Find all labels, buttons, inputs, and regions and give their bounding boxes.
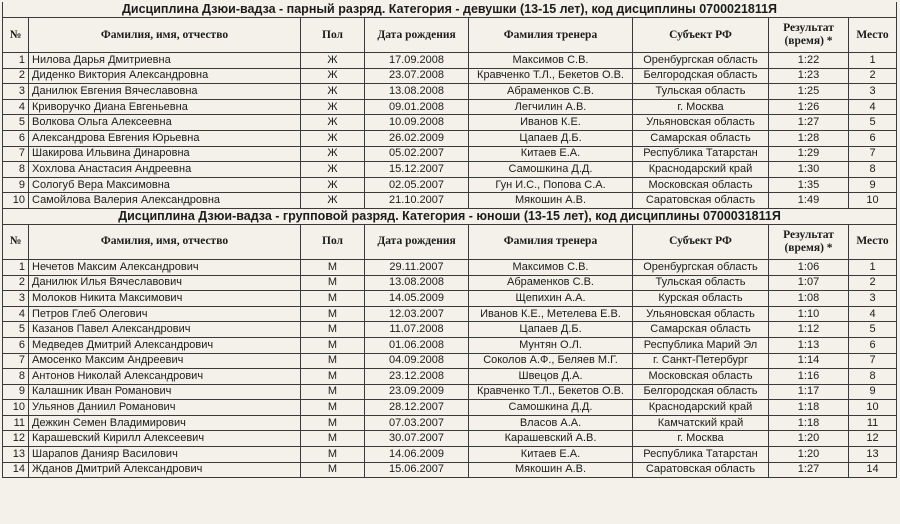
cell-coach-name: Карашевский А.В.	[469, 431, 633, 447]
results-sheet	[2, 2, 896, 478]
header-row	[3, 18, 897, 53]
table-row	[3, 431, 897, 447]
cell-result-time: 1:08	[769, 291, 849, 307]
table-row	[3, 259, 897, 275]
cell-gender: М	[301, 306, 365, 322]
table-row	[3, 415, 897, 431]
cell-place: 4	[849, 306, 897, 322]
column-header-region: Субъект РФ	[633, 224, 769, 259]
cell-row-number: 7	[3, 146, 29, 162]
cell-birth-date: 28.12.2007	[365, 400, 469, 416]
cell-gender: Ж	[301, 53, 365, 69]
cell-gender: М	[301, 384, 365, 400]
cell-athlete-name: Жданов Дмитрий Александрович	[29, 462, 301, 478]
table-row	[3, 115, 897, 131]
cell-gender: Ж	[301, 130, 365, 146]
cell-region: Тульская область	[633, 275, 769, 291]
cell-gender: М	[301, 431, 365, 447]
cell-coach-name: Гун И.С., Попова С.А.	[469, 177, 633, 193]
cell-birth-date: 09.01.2008	[365, 99, 469, 115]
cell-birth-date: 04.09.2008	[365, 353, 469, 369]
cell-place: 9	[849, 384, 897, 400]
cell-athlete-name: Петров Глеб Олегович	[29, 306, 301, 322]
column-header-gender: Пол	[301, 18, 365, 53]
cell-athlete-name: Нечетов Максим Александрович	[29, 259, 301, 275]
table-row	[3, 447, 897, 463]
cell-coach-name: Абраменков С.В.	[469, 84, 633, 100]
cell-region: Краснодарский край	[633, 162, 769, 178]
cell-result-time: 1:20	[769, 431, 849, 447]
cell-row-number: 8	[3, 162, 29, 178]
cell-athlete-name: Данилюк Илья Вячеславович	[29, 275, 301, 291]
cell-gender: М	[301, 353, 365, 369]
column-header-place: Место	[849, 18, 897, 53]
cell-gender: Ж	[301, 84, 365, 100]
cell-place: 8	[849, 162, 897, 178]
cell-result-time: 1:18	[769, 415, 849, 431]
cell-coach-name: Цапаев Д.Б.	[469, 322, 633, 338]
cell-gender: Ж	[301, 99, 365, 115]
cell-coach-name: Легчилин А.В.	[469, 99, 633, 115]
cell-birth-date: 11.07.2008	[365, 322, 469, 338]
cell-row-number: 2	[3, 68, 29, 84]
cell-result-time: 1:20	[769, 447, 849, 463]
section-title-row	[3, 208, 897, 224]
cell-gender: М	[301, 415, 365, 431]
cell-gender: Ж	[301, 193, 365, 209]
cell-region: Самарская область	[633, 130, 769, 146]
cell-gender: Ж	[301, 115, 365, 131]
cell-place: 5	[849, 115, 897, 131]
cell-region: Белгородская область	[633, 384, 769, 400]
table-row	[3, 306, 897, 322]
cell-result-time: 1:35	[769, 177, 849, 193]
cell-place: 13	[849, 447, 897, 463]
cell-result-time: 1:17	[769, 384, 849, 400]
cell-region: Республика Марий Эл	[633, 337, 769, 353]
cell-coach-name: Власов А.А.	[469, 415, 633, 431]
cell-athlete-name: Александрова Евгения Юрьевна	[29, 130, 301, 146]
column-header-coach-name: Фамилия тренера	[469, 18, 633, 53]
cell-region: Саратовская область	[633, 462, 769, 478]
cell-birth-date: 13.08.2008	[365, 275, 469, 291]
cell-birth-date: 15.12.2007	[365, 162, 469, 178]
cell-region: г. Москва	[633, 431, 769, 447]
cell-athlete-name: Диденко Виктория Александровна	[29, 68, 301, 84]
cell-row-number: 3	[3, 84, 29, 100]
cell-birth-date: 05.02.2007	[365, 146, 469, 162]
cell-row-number: 14	[3, 462, 29, 478]
cell-region: г. Санкт-Петербург	[633, 353, 769, 369]
table-row	[3, 275, 897, 291]
table-row	[3, 146, 897, 162]
section-title-row	[3, 2, 897, 18]
cell-place: 1	[849, 259, 897, 275]
table-row	[3, 353, 897, 369]
cell-result-time: 1:49	[769, 193, 849, 209]
cell-region: Самарская область	[633, 322, 769, 338]
cell-place: 12	[849, 431, 897, 447]
cell-birth-date: 21.10.2007	[365, 193, 469, 209]
cell-result-time: 1:26	[769, 99, 849, 115]
table-row	[3, 369, 897, 385]
column-header-region: Субъект РФ	[633, 18, 769, 53]
cell-coach-name: Мунтян О.Л.	[469, 337, 633, 353]
table-row	[3, 99, 897, 115]
cell-coach-name: Мякошин А.В.	[469, 193, 633, 209]
cell-birth-date: 10.09.2008	[365, 115, 469, 131]
column-header-result-time: Результат (время) *	[769, 224, 849, 259]
cell-coach-name: Кравченко Т.Л., Бекетов О.В.	[469, 384, 633, 400]
cell-gender: Ж	[301, 162, 365, 178]
cell-athlete-name: Волкова Ольга Алексеевна	[29, 115, 301, 131]
cell-row-number: 5	[3, 322, 29, 338]
cell-athlete-name: Сологуб Вера Максимовна	[29, 177, 301, 193]
cell-athlete-name: Дежкин Семен Владимирович	[29, 415, 301, 431]
cell-place: 11	[849, 415, 897, 431]
cell-row-number: 7	[3, 353, 29, 369]
cell-row-number: 3	[3, 291, 29, 307]
cell-region: Камчатский край	[633, 415, 769, 431]
cell-row-number: 4	[3, 306, 29, 322]
cell-coach-name: Швецов Д.А.	[469, 369, 633, 385]
cell-birth-date: 23.09.2009	[365, 384, 469, 400]
cell-row-number: 1	[3, 259, 29, 275]
cell-row-number: 9	[3, 384, 29, 400]
cell-coach-name: Максимов С.В.	[469, 53, 633, 69]
cell-coach-name: Китаев Е.А.	[469, 146, 633, 162]
cell-birth-date: 30.07.2007	[365, 431, 469, 447]
column-header-birth-date: Дата рождения	[365, 18, 469, 53]
cell-coach-name: Абраменков С.В.	[469, 275, 633, 291]
cell-region: Краснодарский край	[633, 400, 769, 416]
cell-birth-date: 15.06.2007	[365, 462, 469, 478]
cell-athlete-name: Карашевский Кирилл Алексеевич	[29, 431, 301, 447]
column-header-place: Место	[849, 224, 897, 259]
cell-place: 2	[849, 275, 897, 291]
cell-athlete-name: Криворучко Диана Евгеньевна	[29, 99, 301, 115]
table-row	[3, 462, 897, 478]
cell-result-time: 1:25	[769, 84, 849, 100]
cell-birth-date: 02.05.2007	[365, 177, 469, 193]
cell-birth-date: 13.08.2008	[365, 84, 469, 100]
cell-result-time: 1:29	[769, 146, 849, 162]
cell-region: Тульская область	[633, 84, 769, 100]
cell-region: Республика Татарстан	[633, 146, 769, 162]
cell-birth-date: 29.11.2007	[365, 259, 469, 275]
column-header-birth-date: Дата рождения	[365, 224, 469, 259]
cell-place: 10	[849, 400, 897, 416]
cell-coach-name: Мякошин А.В.	[469, 462, 633, 478]
cell-athlete-name: Амосенко Максим Андреевич	[29, 353, 301, 369]
table-row	[3, 162, 897, 178]
cell-region: Республика Татарстан	[633, 447, 769, 463]
cell-place: 6	[849, 337, 897, 353]
cell-gender: М	[301, 369, 365, 385]
cell-gender: М	[301, 337, 365, 353]
cell-coach-name: Иванов К.Е., Метелева Е.В.	[469, 306, 633, 322]
cell-gender: М	[301, 462, 365, 478]
cell-result-time: 1:30	[769, 162, 849, 178]
column-header-athlete-name: Фамилия, имя, отчество	[29, 18, 301, 53]
cell-gender: Ж	[301, 177, 365, 193]
cell-row-number: 1	[3, 53, 29, 69]
cell-row-number: 10	[3, 193, 29, 209]
cell-athlete-name: Шакирова Ильвина Динаровна	[29, 146, 301, 162]
results-table	[2, 2, 897, 478]
cell-place: 4	[849, 99, 897, 115]
cell-coach-name: Максимов С.В.	[469, 259, 633, 275]
cell-athlete-name: Молоков Никита Максимович	[29, 291, 301, 307]
cell-athlete-name: Нилова Дарья Дмитриевна	[29, 53, 301, 69]
cell-athlete-name: Хохлова Анастасия Андреевна	[29, 162, 301, 178]
cell-region: Московская область	[633, 369, 769, 385]
cell-row-number: 13	[3, 447, 29, 463]
cell-place: 9	[849, 177, 897, 193]
cell-birth-date: 12.03.2007	[365, 306, 469, 322]
cell-result-time: 1:06	[769, 259, 849, 275]
cell-region: Белгородская область	[633, 68, 769, 84]
cell-result-time: 1:10	[769, 306, 849, 322]
cell-gender: М	[301, 400, 365, 416]
column-header-row-number: №	[3, 18, 29, 53]
cell-coach-name: Кравченко Т.Л., Бекетов О.В.	[469, 68, 633, 84]
cell-gender: М	[301, 259, 365, 275]
cell-birth-date: 07.03.2007	[365, 415, 469, 431]
cell-result-time: 1:28	[769, 130, 849, 146]
cell-coach-name: Иванов К.Е.	[469, 115, 633, 131]
cell-region: Ульяновская область	[633, 115, 769, 131]
table-row	[3, 193, 897, 209]
cell-coach-name: Самошкина Д.Д.	[469, 162, 633, 178]
table-row	[3, 84, 897, 100]
table-row	[3, 177, 897, 193]
cell-result-time: 1:13	[769, 337, 849, 353]
section-title: Дисциплина Дзюи-вадза - парный разряд. Категория - девушки (13-15 лет), код дисциплины 0700021811Я	[3, 2, 897, 18]
cell-coach-name: Самошкина Д.Д.	[469, 400, 633, 416]
cell-birth-date: 14.06.2009	[365, 447, 469, 463]
cell-result-time: 1:07	[769, 275, 849, 291]
cell-row-number: 11	[3, 415, 29, 431]
cell-place: 8	[849, 369, 897, 385]
table-row	[3, 130, 897, 146]
cell-region: Московская область	[633, 177, 769, 193]
cell-coach-name: Китаев Е.А.	[469, 447, 633, 463]
cell-place: 5	[849, 322, 897, 338]
cell-coach-name: Цапаев Д.Б.	[469, 130, 633, 146]
cell-athlete-name: Калашник Иван Романович	[29, 384, 301, 400]
cell-gender: М	[301, 275, 365, 291]
cell-place: 3	[849, 291, 897, 307]
cell-coach-name: Соколов А.Ф., Беляев М.Г.	[469, 353, 633, 369]
cell-place: 7	[849, 353, 897, 369]
cell-region: г. Москва	[633, 99, 769, 115]
cell-result-time: 1:27	[769, 115, 849, 131]
cell-result-time: 1:18	[769, 400, 849, 416]
cell-place: 14	[849, 462, 897, 478]
cell-row-number: 10	[3, 400, 29, 416]
cell-birth-date: 23.12.2008	[365, 369, 469, 385]
cell-row-number: 9	[3, 177, 29, 193]
cell-coach-name: Щепихин А.А.	[469, 291, 633, 307]
cell-row-number: 5	[3, 115, 29, 131]
cell-row-number: 2	[3, 275, 29, 291]
cell-result-time: 1:27	[769, 462, 849, 478]
cell-birth-date: 17.09.2008	[365, 53, 469, 69]
cell-birth-date: 01.06.2008	[365, 337, 469, 353]
cell-row-number: 4	[3, 99, 29, 115]
cell-athlete-name: Медведев Дмитрий Александрович	[29, 337, 301, 353]
cell-result-time: 1:14	[769, 353, 849, 369]
cell-gender: М	[301, 322, 365, 338]
cell-region: Ульяновская область	[633, 306, 769, 322]
cell-athlete-name: Самойлова Валерия Александровна	[29, 193, 301, 209]
cell-region: Оренбургская область	[633, 259, 769, 275]
column-header-gender: Пол	[301, 224, 365, 259]
cell-result-time: 1:23	[769, 68, 849, 84]
cell-place: 7	[849, 146, 897, 162]
cell-athlete-name: Данилюк Евгения Вячеславовна	[29, 84, 301, 100]
column-header-coach-name: Фамилия тренера	[469, 224, 633, 259]
cell-row-number: 6	[3, 130, 29, 146]
cell-row-number: 8	[3, 369, 29, 385]
cell-result-time: 1:22	[769, 53, 849, 69]
cell-athlete-name: Шарапов Данияр Василович	[29, 447, 301, 463]
cell-region: Оренбургская область	[633, 53, 769, 69]
cell-row-number: 6	[3, 337, 29, 353]
header-row	[3, 224, 897, 259]
cell-athlete-name: Ульянов Даниил Романович	[29, 400, 301, 416]
cell-result-time: 1:12	[769, 322, 849, 338]
column-header-result-time: Результат (время) *	[769, 18, 849, 53]
cell-place: 1	[849, 53, 897, 69]
cell-place: 10	[849, 193, 897, 209]
table-row	[3, 322, 897, 338]
cell-birth-date: 23.07.2008	[365, 68, 469, 84]
table-row	[3, 400, 897, 416]
cell-result-time: 1:16	[769, 369, 849, 385]
cell-region: Саратовская область	[633, 193, 769, 209]
section-title: Дисциплина Дзюи-вадза - групповой разряд. Категория - юноши (13-15 лет), код дисциплины 0700031811Я	[3, 208, 897, 224]
cell-gender: М	[301, 447, 365, 463]
table-row	[3, 337, 897, 353]
table-row	[3, 53, 897, 69]
cell-gender: Ж	[301, 146, 365, 162]
cell-place: 3	[849, 84, 897, 100]
column-header-athlete-name: Фамилия, имя, отчество	[29, 224, 301, 259]
cell-place: 6	[849, 130, 897, 146]
cell-row-number: 12	[3, 431, 29, 447]
cell-athlete-name: Антонов Николай Александрович	[29, 369, 301, 385]
column-header-row-number: №	[3, 224, 29, 259]
table-row	[3, 384, 897, 400]
cell-gender: М	[301, 291, 365, 307]
cell-athlete-name: Казанов Павел Александрович	[29, 322, 301, 338]
table-row	[3, 68, 897, 84]
table-row	[3, 291, 897, 307]
cell-gender: Ж	[301, 68, 365, 84]
cell-region: Курская область	[633, 291, 769, 307]
cell-place: 2	[849, 68, 897, 84]
cell-birth-date: 26.02.2009	[365, 130, 469, 146]
cell-birth-date: 14.05.2009	[365, 291, 469, 307]
